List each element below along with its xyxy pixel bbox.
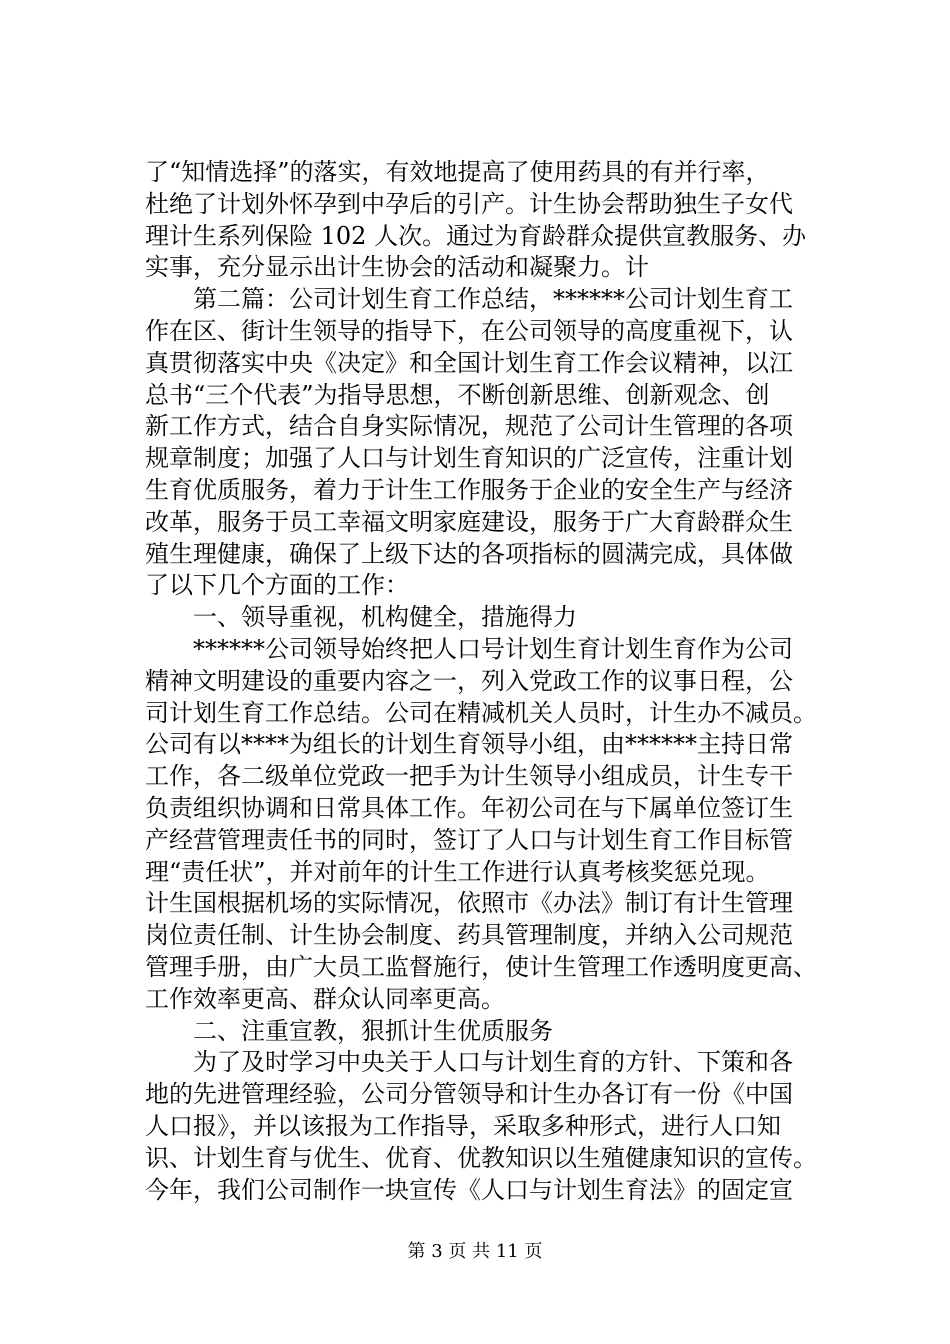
section-heading: 二、注重宣教，狠抓计生优质服务: [145, 1016, 553, 1045]
text-line: 司计划生育工作总结。公司在精减机关人员时，计生办不减员。: [145, 698, 817, 727]
text-line: 产经营管理责任书的同时，签订了人口与计划生育工作目标管: [145, 825, 793, 854]
text-line: 工作，各二级单位党政一把手为计生领导小组成员，计生专干: [145, 762, 793, 791]
text-line: 今年，我们公司制作一块宣传《人口与计划生育法》的固定宣: [145, 1175, 793, 1204]
text-line: 管理手册，由广大员工监督施行，使计生管理工作透明度更高、: [145, 952, 817, 981]
page-number-footer: 第 3 页 共 11 页: [407, 1241, 543, 1262]
body-text: [145, 157, 835, 1206]
text-line: 识、计划生育与优生、优育、优教知识以生殖健康知识的宣传。: [145, 1143, 817, 1172]
text-line: 为了及时学习中央关于人口与计划生育的方针、下策和各: [145, 1048, 793, 1077]
text-line: 总书“三个代表”为指导思想，不断创新思维、创新观念、创: [145, 380, 770, 409]
text-line: 第二篇：公司计划生育工作总结，******公司计划生育工: [145, 285, 793, 314]
text-line: 了“知情选择”的落实，有效地提高了使用药具的有并行率，: [145, 158, 770, 186]
text-line: 实事，充分显示出计生协会的活动和凝聚力。计: [145, 253, 649, 282]
text-line: 改革，服务于员工幸福文明家庭建设，服务于广大育龄群众生: [145, 507, 793, 536]
section-heading: 一、领导重视，机构健全，措施得力: [145, 603, 577, 632]
text-line: 地的先进管理经验，公司分管领导和计生办各订有一份《中国: [145, 1080, 793, 1109]
text-line: 人口报》，并以该报为工作指导，采取多种形式，进行人口知: [145, 1111, 781, 1140]
text-line: 计生国根据机场的实际情况，依照市《办法》制订有计生管理: [145, 889, 793, 918]
text-line: 规章制度；加强了人口与计划生育知识的广泛宣传，注重计划: [145, 444, 793, 473]
text-line: 理“责任状”，并对前年的计生工作进行认真考核奖惩兑现。: [145, 857, 770, 886]
text-line: 理计生系列保险 102 人次。通过为育龄群众提供宣教服务、办: [145, 221, 807, 250]
text-line: 公司有以****为组长的计划生育领导小组，由******主持日常: [145, 730, 793, 759]
text-line: 负责组织协调和日常具体工作。年初公司在与下属单位签订生: [145, 793, 793, 822]
text-line: 作在区、街计生领导的指导下，在公司领导的高度重视下，认: [145, 316, 793, 345]
text-line: 岗位责任制、计生协会制度、药具管理制度，并纳入公司规范: [145, 921, 793, 950]
text-line: 精神文明建设的重要内容之一，列入党政工作的议事日程，公: [145, 666, 793, 695]
text-line: 杜绝了计划外怀孕到中孕后的引产。计生协会帮助独生子女代: [145, 189, 793, 218]
text-line: 了以下几个方面的工作：: [145, 571, 409, 600]
text-line: 真贯彻落实中央《决定》和全国计划生育工作会议精神，以江: [145, 348, 793, 377]
text-line: 殖生理健康，确保了上级下达的各项指标的圆满完成，具体做: [145, 539, 793, 568]
text-line: 工作效率更高、群众认同率更高。: [145, 984, 505, 1013]
text-line: 新工作方式，结合自身实际情况，规范了公司计生管理的各项: [145, 412, 793, 441]
text-line: ******公司领导始终把人口号计划生育计划生育作为公司: [145, 634, 793, 663]
text-line: 生育优质服务，着力于计生工作服务于企业的安全生产与经济: [145, 475, 793, 504]
